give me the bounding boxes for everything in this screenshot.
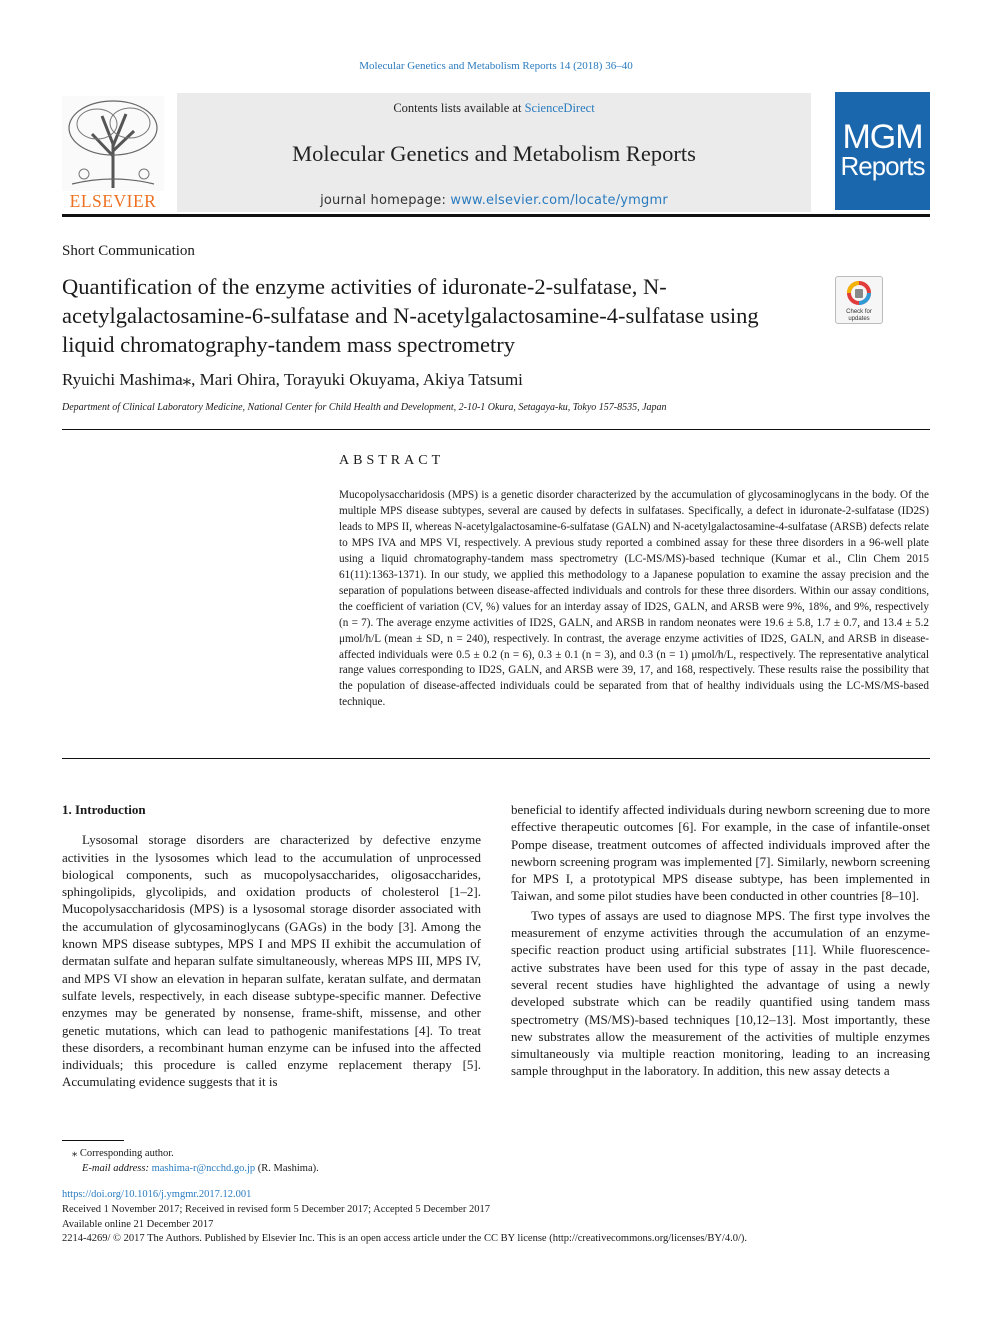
article-type: Short Communication [62, 243, 195, 259]
tree-icon [62, 96, 164, 191]
sciencedirect-link[interactable]: ScienceDirect [524, 101, 595, 115]
article-title: Quantification of the enzyme activities of iduronate-2-sulfatase, N-acetylgalactosamine-6-sulfatase and N-acetylgalactosamine-4-sulfatase using liquid chromatography-tandem mass spectrometry [62, 274, 759, 357]
received-dates: Received 1 November 2017; Received in revised form 5 December 2017; Accepted 5 December 2017 [62, 1204, 491, 1215]
email-footnote [82, 1161, 319, 1176]
footnote-rule [62, 1140, 124, 1141]
contents-line [177, 101, 811, 116]
intro-heading: 1. Introduction [62, 802, 146, 817]
journal-logo-line1: MGM [842, 118, 923, 156]
abstract-heading: ABSTRACT [339, 453, 445, 468]
header-rule [62, 214, 930, 217]
abstract-top-rule [62, 429, 930, 430]
available-online: Available online 21 December 2017 [62, 1219, 214, 1230]
publisher-logo-text: ELSEVIER [69, 191, 157, 211]
journal-name: Molecular Genetics and Metabolism Reports [292, 141, 696, 166]
affiliation: Department of Clinical Laboratory Medicine, National Center for Child Health and Development, 2-10-1 Okura, Setagaya-ku, Tokyo 157-8535, Japan [62, 402, 667, 413]
intro-paragraph-1: Lysosomal storage disorders are characterized by defective enzyme activities in the lysosomes which lead to the accumulation of unprocessed biological components, such as mucopolysaccharides, oligosaccharides, sphingolipids, glycolipids, and oxidation products of cholesterol [1–2]. Mucopolysaccharidosis (MPS) is a lysosomal storage disorder associated with the accumulation of glycosaminoglycans (GAGs) in the body [3]. Among the known MPS disease subtypes, MPS I and MPS II exhibit the accumulation of dermatan sulfate and heparan sulfate simultaneously, whereas MPS III, MPS IV, and MPS VI show an elevation in heparan sulfate, keratan sulfate, and dermatan sulfate levels, respectively, in each disease subtype-specific manner. Defective enzymes may be generated by nonsense, frame-shift, missense, and other genetic mutations, which can lead to pathogenic manifestations [4]. To treat these disorders, a recombinant human enzyme can be infused into the affected individuals; this procedure is called enzyme replacement therapy [5]. Accumulating evidence suggests that it is [62, 832, 481, 1090]
contents-prefix: Contents lists available at [393, 101, 525, 115]
doi-link[interactable]: https://doi.org/10.1016/j.ymgmr.2017.12.001 [62, 1189, 252, 1200]
badge-text-2: updates [848, 316, 870, 322]
corresponding-author-note: ⁎ Corresponding author. [72, 1148, 174, 1159]
abstract-bottom-rule [62, 758, 930, 759]
homepage-prefix: journal homepage: [320, 193, 451, 208]
body-left-column [62, 801, 481, 1091]
intro-paragraph-1-cont: beneficial to identify affected individuals during newborn screening due to more effective therapeutic outcomes [6]. For example, in the case of infantile-onset Pompe disease, treatment outcomes of affected individuals improved after the newborn screening program was implemented [7]. Similarly, newborn screening for MPS I, a prototypical MPS disease subtype, has been implemented in Taiwan, and some pilot studies have been conducted in other countries [8–10]. [511, 802, 930, 904]
email-link[interactable]: mashima-r@ncchd.go.jp [151, 1163, 256, 1174]
license-statement: 2214-4269/ © 2017 The Authors. Published by Elsevier Inc. This is an open access article under the CC BY license (http://creativecommons.org/licenses/BY/4.0/). [62, 1233, 748, 1244]
email-label: E-mail address: [82, 1163, 152, 1174]
badge-text-1: Check for [846, 309, 872, 315]
journal-logo-line2: Reports [840, 151, 925, 181]
check-updates-icon [836, 277, 882, 323]
journal-citation[interactable]: Molecular Genetics and Metabolism Reports 14 (2018) 36–40 [359, 60, 633, 72]
homepage-link[interactable]: www.elsevier.com/locate/ymgmr [450, 193, 668, 208]
author-list: Ryuichi Mashima⁎, Mari Ohira, Torayuki Okuyama, Akiya Tatsumi [62, 370, 523, 389]
email-suffix: (R. Mashima). [255, 1163, 319, 1174]
journal-homepage [177, 193, 811, 208]
check-for-updates-badge[interactable] [835, 276, 883, 324]
body-right-column [511, 801, 930, 1080]
journal-cover-logo [835, 92, 930, 210]
abstract-text: Mucopolysaccharidosis (MPS) is a genetic disorder characterized by the accumulation of glycosaminoglycans in the body. Of the multiple MPS disease subtypes, several are caused by defects in sulfatases. Specifically, a defect in iduronate-2-sulfatase (ID2S) leads to MPS II, whereas N-acetylgalactosamine-6-sulfatase (GALN) and N-acetylgalactosamine-4-sulfatase (ARSB) defects relate to MPS IVA and MPS VI, respectively. A previous study reported a combined assay for these three disorders in a 96-well plate using a liquid chromatography-tandem mass spectrometry (LC-MS/MS)-based technique (Kumar et al., Clin Chem 2015 61(11):1363-1371). In our study, we applied this methodology to a Japanese population to examine the assay precision and the separation of populations between disease-affected individuals and controls for these three disorders. Within our assay conditions, the coefficient of variation (CV, %) values for an interday assay of ID2S, GALN, and ARSB were 9%, 18%, and 9%, respectively (n = 7). The average enzyme activities of ID2S, GALN, and ARSB in random neonates were 19.6 ± 5.8, 1.7 ± 0.7, and 13.4 ± 5.2 μmol/h/L (mean ± SD, n = 240), respectively. In contrast, the average enzyme activities of ID2S, GALN, and ARSB in disease-affected individuals were 0.5 ± 0.2 (n = 6), 0.3 ± 0.1 (n = 3), and 0.3 (n = 1) μmol/h/L, respectively. The representative analytical range values corresponding to ID2S, GALN, and ARSB were 39, 17, and 168, respectively. These results raise the possibility that the population of disease-affected individuals could be separated from that of healthy individuals using the LC-MS/MS-based technique. [339, 489, 929, 709]
intro-paragraph-2: Two types of assays are used to diagnose MPS. The first type involves the measurement of enzyme activities through the accumulation of an enzyme-specific reaction product using artificial substrates [11]. While fluorescence-active substrates have been used for this type of assay in the past decade, several recent studies have highlighted the advantage of using a newly developed substrate which can be readily quantified using tandem mass spectrometry (MS/MS)-based techniques [10,12–13]. Most importantly, these new substrates allow the measurement of the activities of multiple enzymes simultaneously via multiple reaction monitoring, leading to an increasing sample throughput in the laboratory. In addition, this new assay detects a [511, 907, 930, 1079]
